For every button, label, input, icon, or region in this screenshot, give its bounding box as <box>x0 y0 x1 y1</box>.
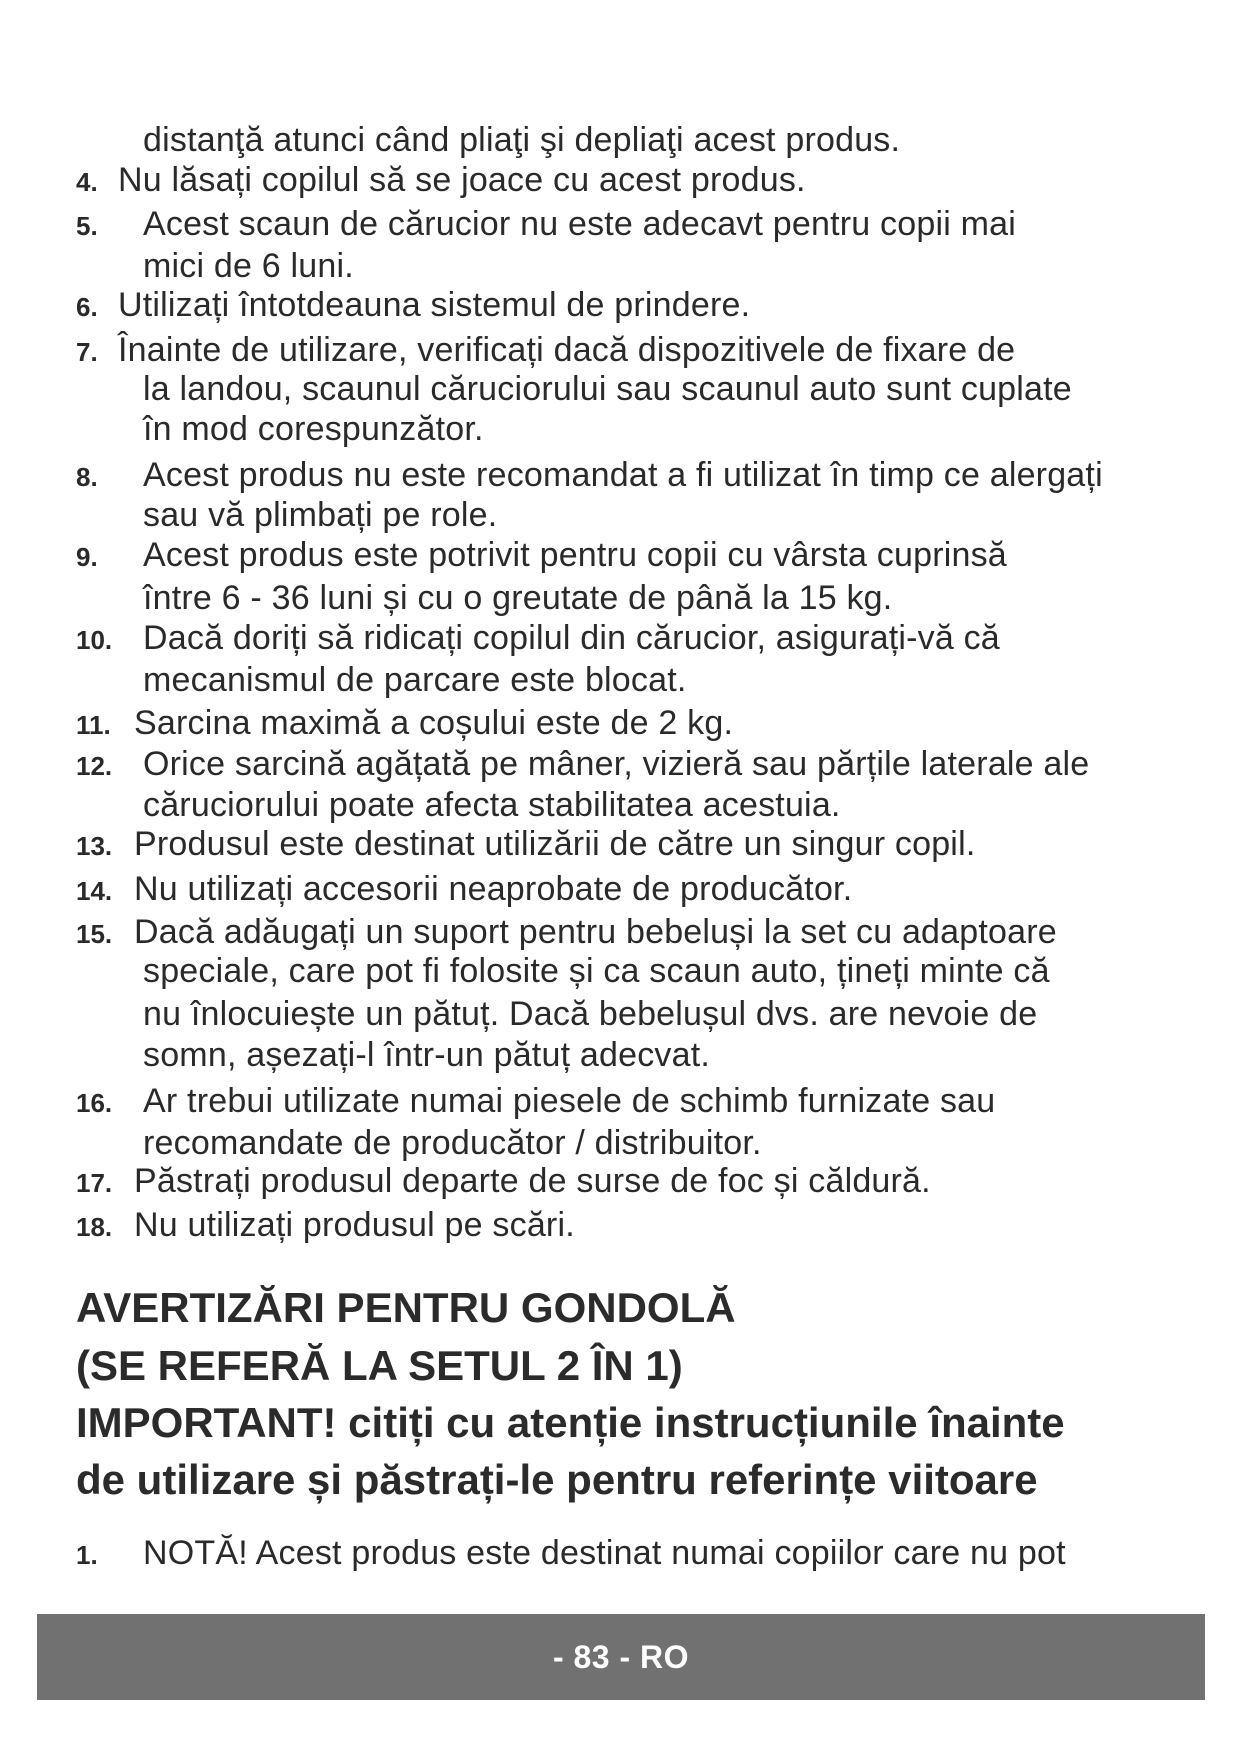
list-item-number: 8. <box>76 462 98 492</box>
list-item-number: 13. <box>76 831 113 861</box>
list-item-text: Dacă doriți să ridicați copilul din cărucior, asigurați-vă că <box>143 619 1000 657</box>
list-item-text: nu înlocuiește un pătuț. Dacă bebelușul dvs. are nevoie de <box>143 995 1038 1033</box>
list-item-number: 10. <box>76 625 113 655</box>
list-item-number: 6. <box>76 292 98 322</box>
page-number: - 83 - RO <box>552 1638 690 1675</box>
list-item-text: Ar trebui utilizate numai piesele de schimb furnizate sau <box>143 1082 996 1120</box>
list-item-text: somn, așezați-l într-un pătuț adecvat. <box>143 1036 710 1074</box>
list-item-text: NOTĂ! Acest produs este destinat numai copiilor care nu pot <box>143 1534 1066 1572</box>
list-item-text: distanţă atunci când pliaţi şi depliaţi acest produs. <box>143 121 901 159</box>
section-heading-line: AVERTIZĂRI PENTRU GONDOLĂ <box>76 1284 736 1331</box>
list-item-number: 15. <box>76 919 113 949</box>
list-item-text: Sarcina maximă a coșului este de 2 kg. <box>134 704 734 742</box>
list-item-text: Păstrați produsul departe de surse de foc și căldură. <box>134 1162 931 1200</box>
list-item-number: 12. <box>76 751 113 781</box>
list-item-text: speciale, care pot fi folosite și ca scaun auto, țineți minte că <box>143 952 1050 990</box>
list-item-text: Utilizați întotdeauna sistemul de prindere. <box>118 286 751 324</box>
list-item-text: Acest produs nu este recomandat a fi utilizat în timp ce alergați <box>143 456 1103 494</box>
list-item-text: Nu lăsați copilul să se joace cu acest produs. <box>118 161 806 199</box>
list-item-number: 7. <box>76 337 98 367</box>
list-item-text: Produsul este destinat utilizării de către un singur copil. <box>134 825 976 863</box>
list-item-text: căruciorului poate afecta stabilitatea acestuia. <box>143 786 841 824</box>
list-item-text: Acest scaun de cărucior nu este adecavt pentru copii mai <box>143 205 1017 243</box>
list-item-text: Orice sarcină agățată pe mâner, vizieră sau părțile laterale ale <box>143 745 1090 783</box>
list-item-text: între 6 - 36 luni și cu o greutate de până la 15 kg. <box>143 579 893 617</box>
list-item-number: 17. <box>76 1168 113 1198</box>
list-item-number: 14. <box>76 876 113 906</box>
list-item-text: Nu utilizați accesorii neaprobate de producător. <box>134 870 853 908</box>
list-item-text: Dacă adăugați un suport pentru bebeluși la set cu adaptoare <box>134 913 1057 951</box>
list-item-text: Nu utilizați produsul pe scări. <box>134 1206 575 1244</box>
list-item-number: 11. <box>76 710 111 740</box>
section-heading-line: IMPORTANT! citiți cu atenție instrucțiunile înainte <box>76 1399 1065 1446</box>
list-item-text: mici de 6 luni. <box>143 247 354 285</box>
list-item-text: Acest produs este potrivit pentru copii cu vârsta cuprinsă <box>143 536 1007 574</box>
list-item-text: mecanismul de parcare este blocat. <box>143 661 687 699</box>
list-item-number: 4. <box>76 167 98 197</box>
list-item-text: la landou, scaunul căruciorului sau scaunul auto sunt cuplate <box>143 370 1072 408</box>
list-item-text: Înainte de utilizare, verificați dacă dispozitivele de fixare de <box>118 331 1016 369</box>
list-item-number: 9. <box>76 542 98 572</box>
section-heading-line: (SE REFERĂ LA SETUL 2 ÎN 1) <box>76 1342 683 1389</box>
list-item-text: în mod corespunzător. <box>143 410 484 448</box>
list-item-number: 5. <box>76 211 98 241</box>
list-item-text: recomandate de producător / distribuitor. <box>143 1124 762 1162</box>
list-item-number: 16. <box>76 1088 113 1118</box>
list-item-number: 18. <box>76 1212 113 1242</box>
page-footer <box>37 1614 1205 1700</box>
section-heading-line: de utilizare și păstrați-le pentru referințe viitoare <box>76 1456 1038 1503</box>
list-item-text: sau vă plimbați pe role. <box>143 496 498 534</box>
list-item-number: 1. <box>76 1540 98 1570</box>
